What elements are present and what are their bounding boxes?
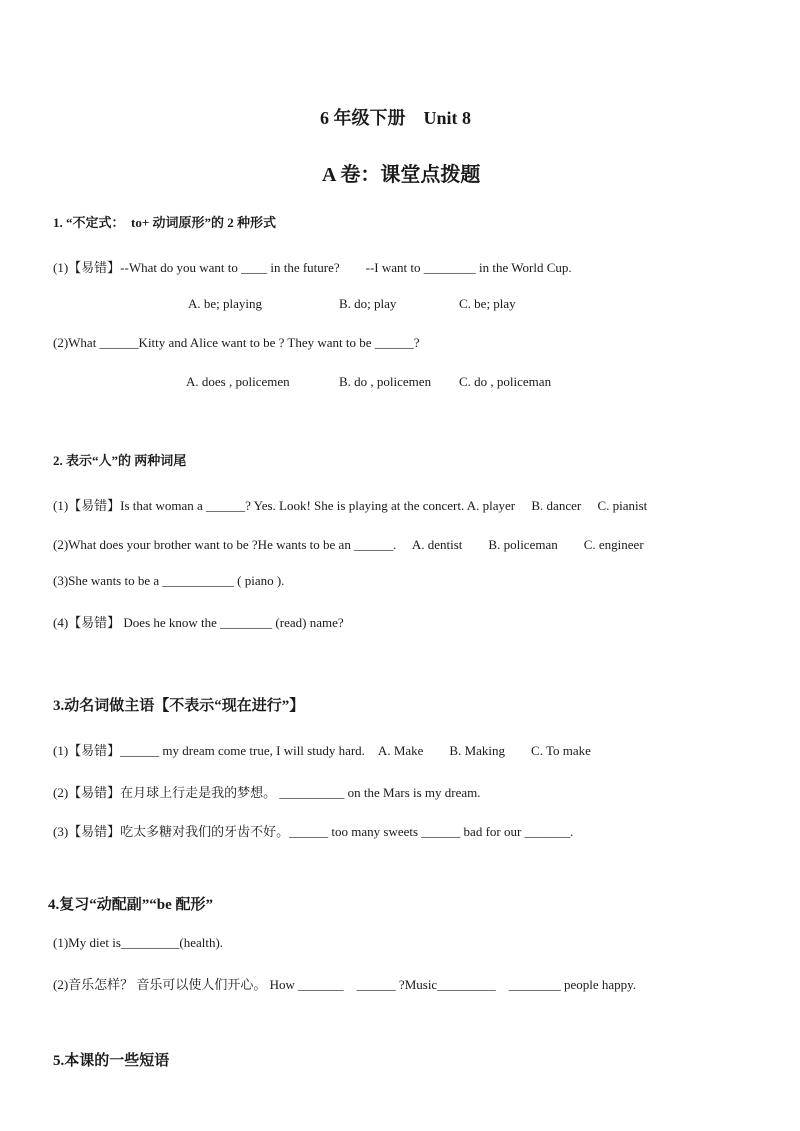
section-1-q1-option-c: C. be; play [459, 296, 516, 311]
section-4-question-1: (1)My diet is_________(health). [53, 935, 224, 950]
section-3-heading: 3.动名词做主语【不表示“现在进行”】 [53, 698, 305, 714]
section-2-heading: 2. 表示“人”的 两种词尾 [53, 453, 187, 468]
section-1-q1-option-b: B. do; play [339, 296, 397, 311]
section-1-question-2: (2)What ______Kitty and Alice want to be ? They want to be ______? [53, 335, 420, 350]
section-4-heading: 4.复习“动配副”“be 配形” [48, 897, 214, 913]
section-3-question-2: (2)【易错】在月球上行走是我的梦想。 __________ on the Mars is my dream. [53, 785, 481, 800]
section-2-question-2: (2)What does your brother want to be ?He wants to be an ______. A. dentist B. policeman C. engineer [53, 537, 644, 552]
section-2-question-1: (1)【易错】Is that woman a ______? Yes. Look! She is playing at the concert. A. player B. dancer C. pianist [53, 498, 648, 513]
section-2-question-4: (4)【易错】 Does he know the ________ (read) name? [53, 615, 344, 630]
page-subtitle: A 卷：课堂点拨题 [322, 164, 481, 186]
section-1-q1-option-a: A. be; playing [188, 296, 263, 311]
section-3-question-3: (3)【易错】吃太多糖对我们的牙齿不好。______ too many sweets ______ bad for our _______. [53, 824, 574, 839]
section-1-heading: 1. “不定式： to+ 动词原形”的 2 种形式 [53, 215, 276, 230]
page-title: 6 年级下册 Unit 8 [320, 108, 472, 128]
section-3-question-1: (1)【易错】______ my dream come true, I will study hard. A. Make B. Making C. To make [53, 743, 591, 758]
section-4-question-2: (2)音乐怎样？ 音乐可以使人们开心。 How _______ ______ ?Music_________ ________ people happy. [53, 977, 637, 992]
section-1-q2-option-b: B. do , policemen [339, 374, 432, 389]
section-2-question-3: (3)She wants to be a ___________ ( piano ). [53, 573, 285, 588]
section-1-q2-option-c: C. do , policeman [459, 374, 552, 389]
section-1-q2-option-a: A. does , policemen [186, 374, 290, 389]
section-5-heading: 5.本课的一些短语 [53, 1053, 170, 1069]
section-1-question-1: (1)【易错】--What do you want to ____ in the future? --I want to ________ in the World Cup. [53, 260, 572, 275]
